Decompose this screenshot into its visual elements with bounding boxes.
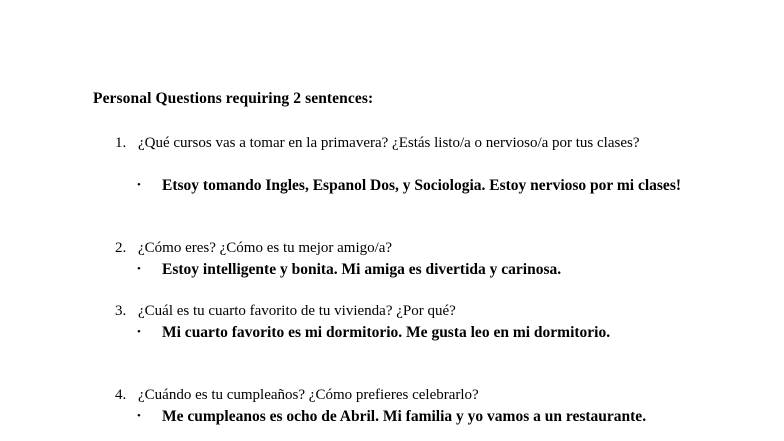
- question-text: ¿Cuándo es tu cumpleaños? ¿Cómo prefieres celebrarlo?: [138, 387, 479, 403]
- question-text: ¿Cómo eres? ¿Cómo es tu mejor amigo/a?: [138, 240, 393, 256]
- bullet-icon: •: [137, 326, 141, 338]
- question-text: ¿Qué cursos vas a tomar en la primavera? ¿Estás listo/a o nervioso/a por tus clases?: [138, 135, 640, 151]
- bullet-icon: •: [137, 410, 141, 422]
- question-text: ¿Cuál es tu cuarto favorito de tu vivienda? ¿Por qué?: [138, 303, 456, 319]
- document-heading: Personal Questions requiring 2 sentences:: [93, 90, 374, 107]
- question-number: 1.: [115, 135, 127, 151]
- answer-text: Me cumpleanos es ocho de Abril. Mi familia y yo vamos a un restaurante.: [162, 408, 647, 425]
- question-number: 2.: [115, 240, 127, 256]
- question-number: 3.: [115, 303, 127, 319]
- answer-text: Estoy intelligente y bonita. Mi amiga es divertida y carinosa.: [162, 261, 562, 278]
- answer-text: Mi cuarto favorito es mi dormitorio. Me gusta leo en mi dormitorio.: [162, 324, 611, 341]
- question-number: 4.: [115, 387, 127, 403]
- answer-text: Etsoy tomando Ingles, Espanol Dos, y Sociologia. Estoy nervioso por mi clases!: [162, 177, 682, 194]
- bullet-icon: •: [137, 179, 141, 191]
- bullet-icon: •: [137, 263, 141, 275]
